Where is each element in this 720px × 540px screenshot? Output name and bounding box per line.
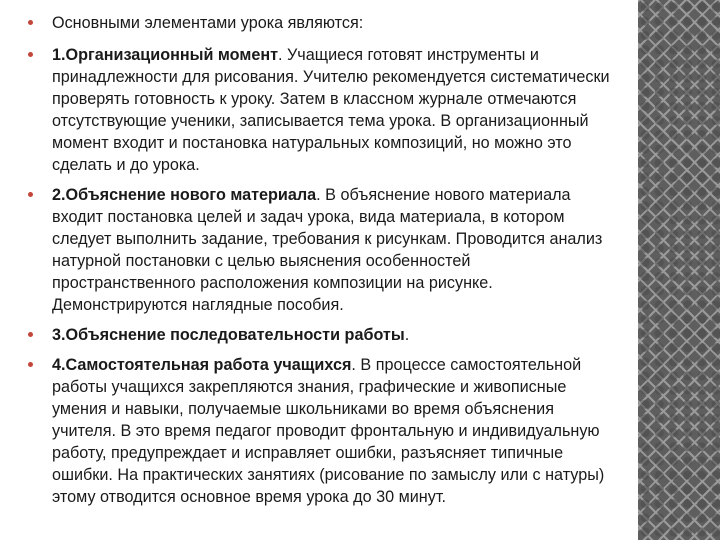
list-item	[26, 44, 616, 176]
item-text: . В объяснение нового материала входит постановка целей и задач урока, вида материала, в котором следует выполнить задание, требования к рисункам. Проводится анализ натурной постановки с целью выяснения особенностей пространственного расположения композиции на рисунке. Демонстрируются наглядные пособия.	[52, 186, 603, 314]
bullet-dot-icon	[28, 52, 33, 57]
list-item	[26, 324, 616, 346]
bullet-dot-icon	[28, 362, 33, 367]
bullet-dot-icon	[28, 20, 33, 25]
bullet-dot-icon	[28, 192, 33, 197]
item-heading: 2.Объяснение нового материала	[52, 186, 317, 204]
intro-item	[26, 12, 616, 34]
item-text: . В процессе самостоятельной работы учащихся закрепляются знания, графические и живописные умения и навыки, получаемые школьниками во время объяснения учителя. В это время педагог проводит фронтальную и индивидуальную работу, предупреждает и исправляет ошибки, разъясняет типичные ошибки. На практических занятиях (рисование по замыслу или с натуры) этому отводится основное время урока до 30 минут.	[52, 356, 605, 506]
bullet-dot-icon	[28, 332, 33, 337]
slide-content	[26, 12, 616, 516]
list-item	[26, 184, 616, 316]
item-heading: 4.Самостоятельная работа учащихся	[52, 356, 352, 374]
list-item	[26, 354, 616, 508]
intro-text: Основными элементами урока являются:	[52, 14, 364, 32]
item-heading: 3.Объяснение последовательности работы	[52, 326, 405, 344]
decorative-pattern-strip	[638, 0, 720, 540]
item-heading: 1.Организационный момент	[52, 46, 279, 64]
item-text: .	[404, 326, 410, 344]
item-text: . Учащиеся готовят инструменты и принадлежности для рисования. Учителю рекомендуется систематически проверять готовность к уроку. Затем в классном журнале отмечаются отсутствующие ученики, записывается тема урока. В организационный момент входит и постановка натуральных композиций, но можно это сделать и до урока.	[52, 46, 610, 174]
